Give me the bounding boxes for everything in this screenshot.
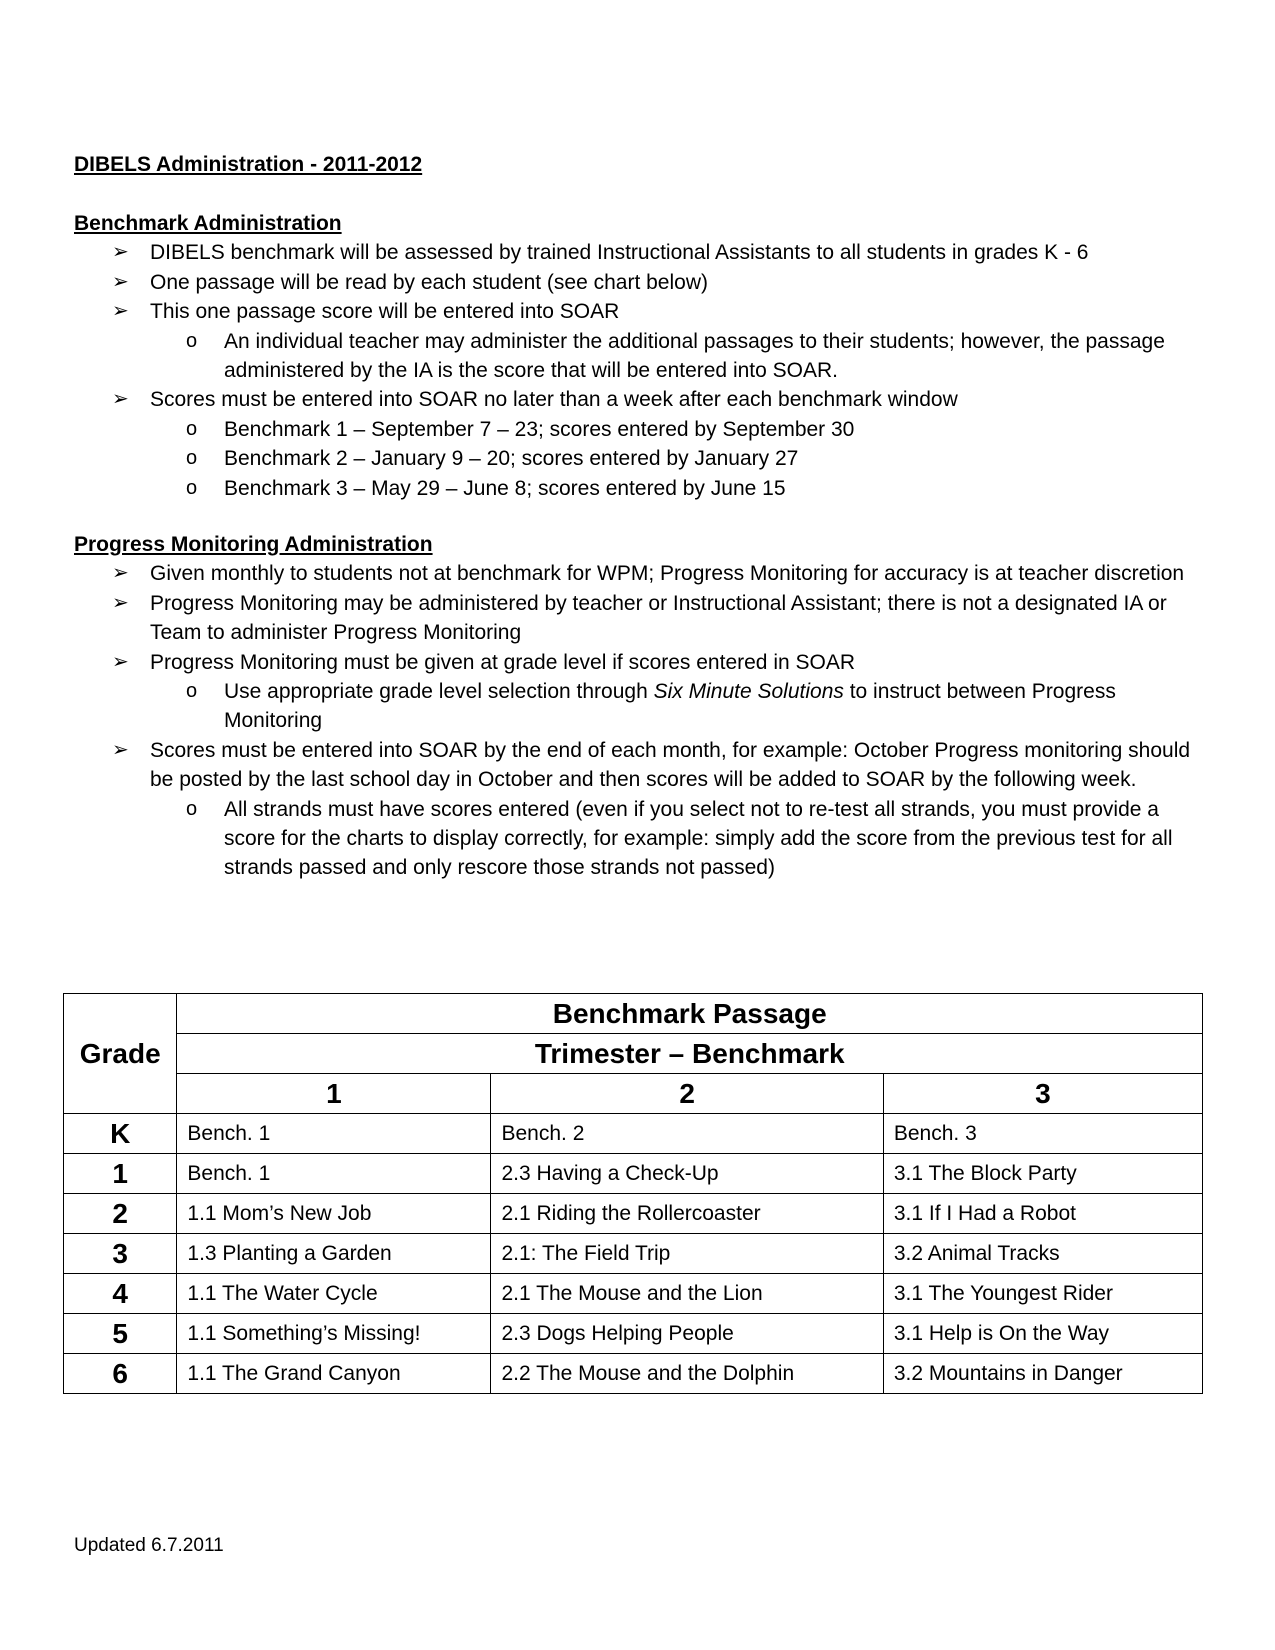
arrow-bullet-icon: ➢ (112, 738, 129, 761)
table-row (64, 1354, 1203, 1394)
passage-cell: 1.3 Planting a Garden (177, 1234, 491, 1274)
sub-list-item (150, 795, 1204, 883)
sub-list (74, 677, 1204, 736)
column-header: 2 (491, 1074, 883, 1114)
passage-cell: 2.1 The Mouse and the Lion (491, 1274, 883, 1314)
arrow-bullet-icon: ➢ (112, 562, 129, 585)
list-item-text: Progress Monitoring may be administered by teacher or Instructional Assistant; there is not a designated IA or Team to administer Progress Monitoring (150, 591, 1167, 645)
table-body (64, 1114, 1203, 1394)
sub-list (74, 795, 1204, 883)
arrow-bullet-icon: ➢ (112, 388, 129, 411)
passage-cell: Bench. 1 (177, 1154, 491, 1194)
list-item-text: Progress Monitoring must be given at grade level if scores entered in SOAR (150, 650, 856, 674)
table-row (64, 1154, 1203, 1194)
passage-cell: 1.1 The Water Cycle (177, 1274, 491, 1314)
passage-cell: 3.1 The Block Party (883, 1154, 1202, 1194)
sub-list-item-text: All strands must have scores entered (even if you select not to re-test all strands, you must provide a score for the charts to display correctly, for example: simply add the score from the previous test for all strands passed and only rescore those strands not passed) (224, 797, 1173, 880)
passage-cell: 2.3 Dogs Helping People (491, 1314, 883, 1354)
passage-cell: 3.2 Mountains in Danger (883, 1354, 1202, 1394)
table-row (64, 1114, 1203, 1154)
list-item-text: One passage will be read by each student (see chart below) (150, 270, 708, 294)
arrow-bullet-icon: ➢ (112, 300, 129, 323)
circle-bullet-icon: o (186, 447, 198, 470)
list-item-text: Given monthly to students not at benchmark for WPM; Progress Monitoring for accuracy is at teacher discretion (150, 562, 1185, 586)
sub-list-item (150, 474, 1204, 503)
passage-cell: 1.1 Mom’s New Job (177, 1194, 491, 1234)
table-subtitle: Trimester – Benchmark (177, 1034, 1203, 1074)
grade-cell: 3 (64, 1234, 177, 1274)
list-item (74, 648, 1204, 736)
sub-list-item (150, 677, 1204, 736)
sub-list-item (150, 415, 1204, 444)
benchmark-heading: Benchmark Administration (74, 212, 342, 235)
table-row (64, 1234, 1203, 1274)
list-item-text: DIBELS benchmark will be assessed by trained Instructional Assistants to all students in grades K - 6 (150, 241, 1089, 265)
arrow-bullet-icon: ➢ (112, 591, 129, 614)
sub-list (74, 327, 1204, 386)
circle-bullet-icon: o (186, 476, 198, 499)
list-item (74, 385, 1204, 503)
document-title: DIBELS Administration - 2011-2012 (74, 153, 423, 176)
benchmark-section (74, 209, 1204, 503)
circle-bullet-icon: o (186, 329, 198, 352)
sub-list (74, 415, 1204, 503)
arrow-bullet-icon: ➢ (112, 241, 129, 264)
grade-cell: 6 (64, 1354, 177, 1394)
passage-cell: 3.1 The Youngest Rider (883, 1274, 1202, 1314)
grade-column-header: Grade (64, 994, 177, 1114)
circle-bullet-icon: o (186, 417, 198, 440)
list-item (74, 736, 1204, 883)
list-item (74, 559, 1204, 588)
benchmark-passage-table (63, 993, 1203, 1394)
progress-heading: Progress Monitoring Administration (74, 533, 433, 556)
list-item (74, 238, 1204, 267)
list-item-text: This one passage score will be entered into SOAR (150, 300, 620, 324)
arrow-bullet-icon: ➢ (112, 270, 129, 293)
passage-cell: Bench. 3 (883, 1114, 1202, 1154)
grade-cell: 4 (64, 1274, 177, 1314)
table-row (64, 1274, 1203, 1314)
table-row (64, 1194, 1203, 1234)
passage-cell: Bench. 1 (177, 1114, 491, 1154)
grade-cell: 2 (64, 1194, 177, 1234)
passage-cell: Bench. 2 (491, 1114, 883, 1154)
grade-cell: 5 (64, 1314, 177, 1354)
list-item (74, 268, 1204, 297)
sub-list-item-text: An individual teacher may administer the additional passages to their students; however, the passage administered by the IA is the score that will be entered into SOAR. (224, 329, 1165, 383)
list-item-text: Scores must be entered into SOAR by the end of each month, for example: October Progress monitoring should be posted by the last school day in October and then scores will be added to SOAR by the following week. (150, 738, 1191, 792)
updated-date: Updated 6.7.2011 (74, 1535, 224, 1556)
sub-list-item-text: Benchmark 3 – May 29 – June 8; scores entered by June 15 (224, 476, 786, 500)
circle-bullet-icon: o (186, 680, 198, 703)
arrow-bullet-icon: ➢ (112, 650, 129, 673)
passage-cell: 3.1 If I Had a Robot (883, 1194, 1202, 1234)
passage-cell: 3.2 Animal Tracks (883, 1234, 1202, 1274)
circle-bullet-icon: o (186, 797, 198, 820)
grade-cell: 1 (64, 1154, 177, 1194)
passage-cell: 1.1 The Grand Canyon (177, 1354, 491, 1394)
column-header: 1 (177, 1074, 491, 1114)
passage-cell: 3.1 Help is On the Way (883, 1314, 1202, 1354)
sub-list-item (150, 444, 1204, 473)
sub-list-item (150, 327, 1204, 386)
list-item (74, 297, 1204, 385)
passage-cell: 2.2 The Mouse and the Dolphin (491, 1354, 883, 1394)
column-header: 3 (883, 1074, 1202, 1114)
passage-cell: 1.1 Something’s Missing! (177, 1314, 491, 1354)
benchmark-list (74, 238, 1204, 503)
passage-cell: 2.3 Having a Check-Up (491, 1154, 883, 1194)
passage-cell: 2.1: The Field Trip (491, 1234, 883, 1274)
table-title: Benchmark Passage (177, 994, 1203, 1034)
passage-cell: 2.1 Riding the Rollercoaster (491, 1194, 883, 1234)
sub-list-item-text: Use appropriate grade level selection through Six Minute Solutions to instruct between Progress Monitoring (224, 680, 1116, 733)
sub-list-item-text: Benchmark 1 – September 7 – 23; scores entered by September 30 (224, 417, 855, 441)
progress-section (74, 530, 1204, 883)
table-row (64, 1314, 1203, 1354)
sub-list-item-text: Benchmark 2 – January 9 – 20; scores entered by January 27 (224, 447, 799, 471)
progress-list (74, 559, 1204, 882)
list-item-text: Scores must be entered into SOAR no later than a week after each benchmark window (150, 388, 958, 412)
list-item (74, 589, 1204, 648)
grade-cell: K (64, 1114, 177, 1154)
